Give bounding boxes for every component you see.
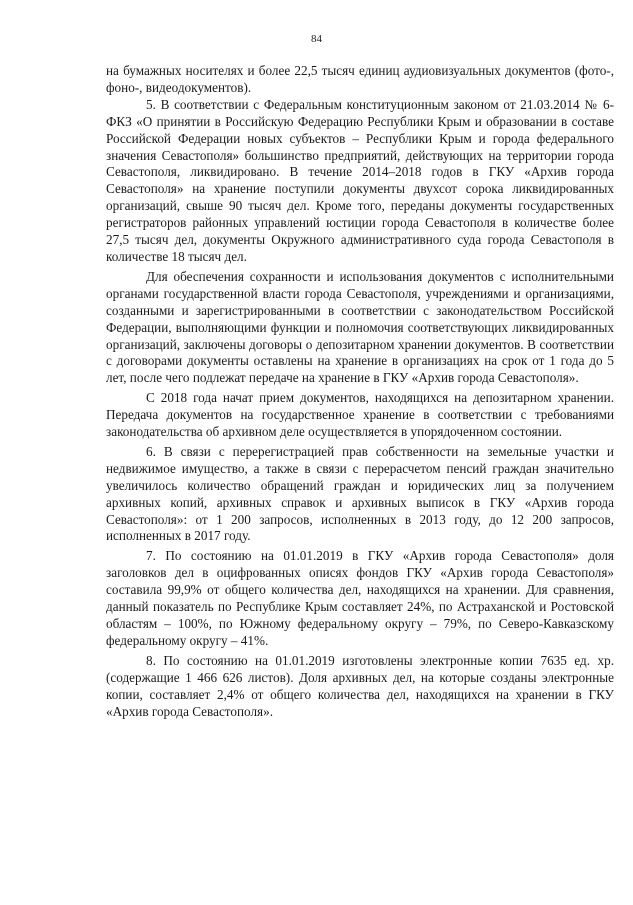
paragraph-item-7: 7. По состоянию на 01.01.2019 в ГКУ «Архив города Севастополя» доля заголовков дел в оцифрованных описях фондов ГКУ «Архив города Севастополя» составила 99,9% от общего количества дел, находящихся на хранении. Для сравнения, данный показатель по Республике Крым составляет 24%, по Астраханской и Ростовской областям – 100%, по Южному федеральному округу – 79%, по Северо-Кавказскому федеральному округу – 41%. (106, 548, 614, 648)
paragraph-item-5: 5. В соответствии с Федеральным конституционным законом от 21.03.2014 № 6-ФКЗ «О принятии в Российскую Федерацию Республики Крым и образовании в составе Российской Федерации новых субъектов – Республики Крым и города федерального значения Севастополя» большинство предприятий, действующих на территории города Севастополя, ликвидировано. В течение 2014–2018 годов в ГКУ «Архив города Севастополя» на хранение поступили документы двухсот сорока ликвидированных организаций, свыше 90 тысяч дел. Кроме того, переданы документы государственных регистраторов районных управлений юстиции города Севастополя в количестве более 27,5 тысяч дел, документы Окружного административного суда города Севастополя в количестве 18 тысяч дел. (106, 96, 614, 264)
paragraph-depository-agreements: Для обеспечения сохранности и использования документов с исполнительными органами государственной власти города Севастополя, учреждениями и организациями, созданными и зарегистрированными в соответствии с законодательством Российской Федерации, выполняющими функции и полномочия соответствующих ликвидированных организаций, заключены договоры о депозитарном хранении документов. В соответствии с договорами документы оставлены на хранение в организациях на срок от 1 года до 5 лет, после чего подлежат передаче на хранение в ГКУ «Архив города Севастополя». (106, 268, 614, 386)
body-text (106, 63, 614, 720)
paragraph-item-6: 6. В связи с перерегистрацией прав собственности на земельные участки и недвижимое имущество, а также в связи с перерасчетом пенсий граждан значительно увеличилось количество обращений граждан и юридических лиц за получением архивных копий, архивных справок и архивных выписок в ГКУ «Архив города Севастополя»: от 1 200 запросов, исполненных в 2013 году, до 12 200 запросов, исполненных в 2017 году. (106, 443, 614, 544)
paragraph-continuation: на бумажных носителях и более 22,5 тысяч единиц аудиовизуальных документов (фото-, фоно-, видеодокументов). (106, 63, 614, 95)
page-number: 84 (311, 33, 322, 45)
paragraph-item-8: 8. По состоянию на 01.01.2019 изготовлены электронные копии 7635 ед. хр. (содержащие 1 466 626 листов). Доля архивных дел, на которые созданы электронные копии, составляет 2,4% от общего количества дел, находящихся на хранении в ГКУ «Архив города Севастополя». (106, 652, 614, 719)
paragraph-reception-2018: С 2018 года начат прием документов, находящихся на депозитарном хранении. Передача документов на государственное хранение в соответствии с требованиями законодательства об архивном деле осуществляется в упорядоченном состоянии. (106, 390, 614, 440)
